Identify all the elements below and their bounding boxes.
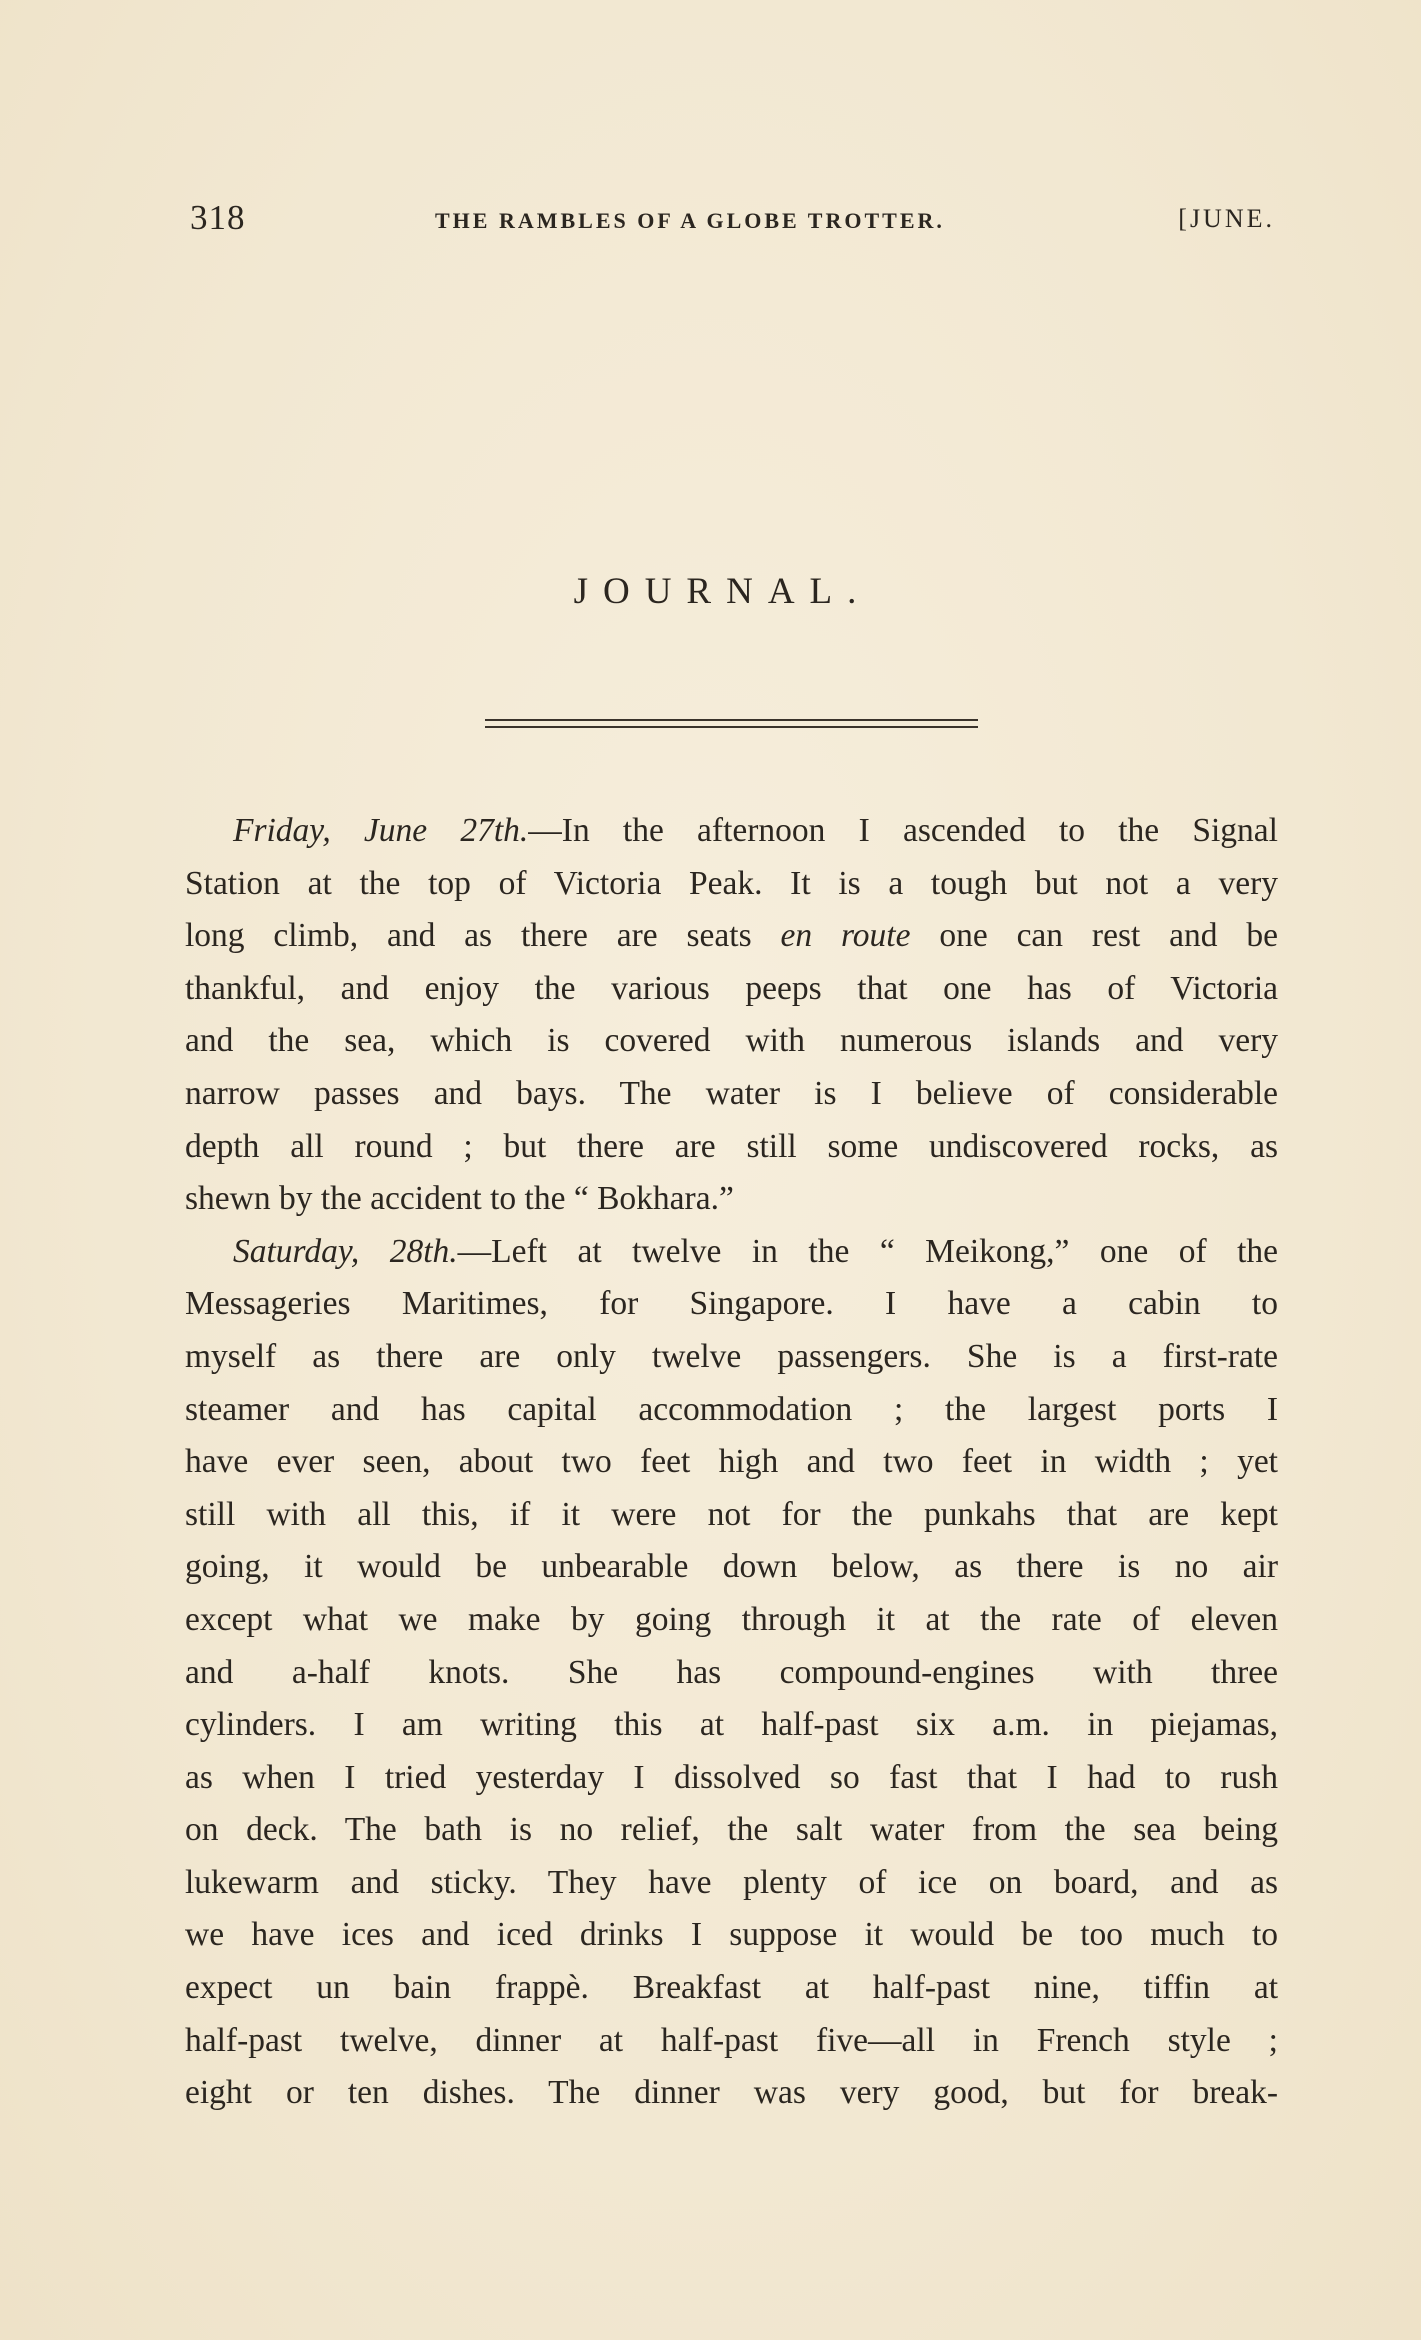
running-month: [JUNE. bbox=[1178, 204, 1275, 233]
paragraph-line: long climb, and as there are seats en route one can rest and be bbox=[185, 917, 1278, 955]
paragraph-line: Messageries Maritimes, for Singapore. I have a cabin to bbox=[185, 1285, 1278, 1323]
paragraph-line: have ever seen, about two feet high and two feet in width ; yet bbox=[185, 1443, 1278, 1481]
paragraph-line: and the sea, which is covered with numerous islands and very bbox=[185, 1022, 1278, 1060]
paragraph-line: we have ices and iced drinks I suppose it would be too much to bbox=[185, 1916, 1278, 1954]
paragraph-line: still with all this, if it were not for the punkahs that are kept bbox=[185, 1495, 1278, 1533]
paragraph-line: thankful, and enjoy the various peeps that one has of Victoria bbox=[185, 969, 1278, 1007]
paragraph-line: narrow passes and bays. The water is I believe of considerable bbox=[185, 1074, 1278, 1112]
paragraph-line: going, it would be unbearable down below, as there is no air bbox=[185, 1548, 1278, 1586]
paragraph-line: cylinders. I am writing this at half-past six a.m. in piejamas, bbox=[185, 1706, 1278, 1744]
entry-date-saturday: Saturday, 28th. bbox=[233, 1232, 458, 1270]
paragraph-line: Station at the top of Victoria Peak. It is a tough but not a very bbox=[185, 864, 1278, 902]
paragraph-line: myself as there are only twelve passengers. She is a first-rate bbox=[185, 1337, 1278, 1375]
page-number: 318 bbox=[190, 198, 246, 237]
paragraph-line: on deck. The bath is no relief, the salt water from the sea being bbox=[185, 1811, 1278, 1849]
running-head bbox=[190, 198, 1285, 242]
entry-date-friday: Friday, June 27th. bbox=[233, 812, 529, 849]
paragraph-line: eight or ten dishes. The dinner was very good, but for break- bbox=[185, 2074, 1278, 2112]
paragraph-line: depth all round ; but there are still some undiscovered rocks, as bbox=[185, 1127, 1278, 1165]
double-rule-divider bbox=[485, 719, 978, 728]
paragraph-line: lukewarm and sticky. They have plenty of ice on board, and as bbox=[185, 1863, 1278, 1901]
paragraph-line: half-past twelve, dinner at half-past five—all in French style ; bbox=[185, 2021, 1278, 2059]
running-title: THE RAMBLES OF A GLOBE TROTTER. bbox=[435, 208, 945, 233]
journal-body bbox=[185, 805, 1278, 2120]
italic-phrase: en route bbox=[780, 917, 911, 955]
paragraph-line: except what we make by going through it at the rate of eleven bbox=[185, 1600, 1278, 1638]
paragraph-line: steamer and has capital accommodation ; the largest ports I bbox=[185, 1390, 1278, 1428]
paragraph-line: expect un bain frappè. Breakfast at half-past nine, tiffin at bbox=[185, 1969, 1278, 2007]
paragraph-line: Saturday, 28th.—Left at twelve in the “ Meikong,” one of the bbox=[233, 1232, 1279, 1270]
paragraph-line: shewn by the accident to the “ Bokhara.” bbox=[185, 1180, 734, 1218]
paragraph-line: and a-half knots. She has compound-engines with three bbox=[185, 1653, 1278, 1691]
section-title: JOURNAL. bbox=[573, 571, 872, 612]
paragraph-line: as when I tried yesterday I dissolved so fast that I had to rush bbox=[185, 1758, 1278, 1796]
paragraph-line: Friday, June 27th.—In the afternoon I ascended to the Signal bbox=[233, 812, 1278, 849]
